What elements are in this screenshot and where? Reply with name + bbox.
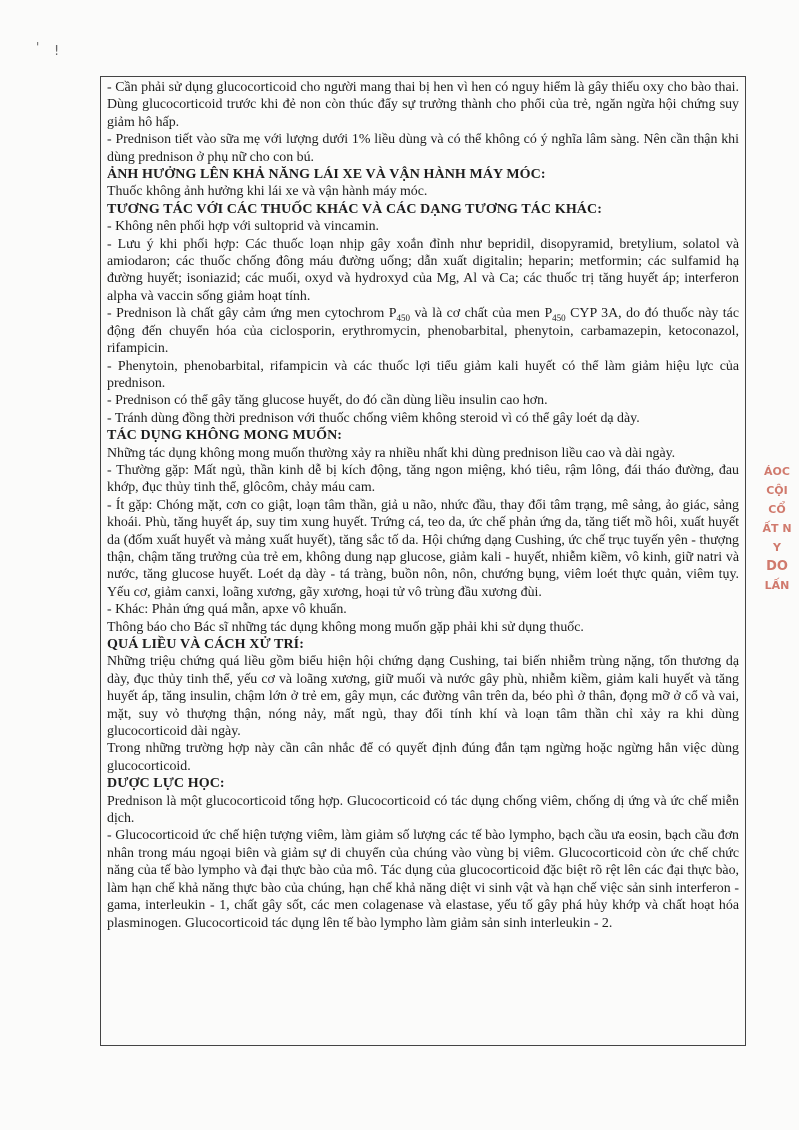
paragraph: - Thường gặp: Mất ngủ, thần kinh dễ bị kích động, tăng ngon miệng, khó tiêu, rậm lông, đái tháo đường, đau khớp, đục thủy tinh thể, glôcôm, chảy máu cam.	[107, 462, 739, 496]
paragraph: - Không nên phối hợp với sultoprid và vincamin.	[107, 219, 380, 235]
paragraph: - Khác: Phản ứng quá mẫn, apxe vô khuẩn.	[107, 602, 347, 618]
section-heading: DƯỢC LỰC HỌC:	[107, 776, 225, 792]
stamp-text: DO	[766, 559, 788, 574]
paragraph: - Prednison tiết vào sữa mẹ với lượng dưới 1% liều dùng và có thể không có ý nghĩa lâm sàng. Nên cần thận khi dùng prednison ở phụ nữ cho con bú.	[107, 132, 739, 165]
paragraph: - Prednison có thể gây tăng glucose huyết, do đó cần dùng liều insulin cao hơn.	[107, 393, 548, 409]
paragraph: - Lưu ý khi phối hợp: Các thuốc loạn nhịp gây xoắn đỉnh như bepridil, disopyramid, bretylium, solatol và amiodaron; các thuốc chống đông máu đường uống; dẫn xuất digitalin; heparin; metformin; các sulfamid hạ đường huyết; isoniazid; các muối, oxyd và hydroxyd của Mg, Al và Ca; các thuốc trị tăng huyết áp; interferon alpha và vaccin sống giảm hoạt tính.	[107, 236, 739, 304]
stamp-text: Y	[773, 541, 781, 554]
stamp-text: LẤN	[764, 579, 790, 592]
red-stamp	[760, 462, 794, 632]
paragraph: Những tác dụng không mong muốn thường xảy ra nhiều nhất khi dùng prednison liều cao và dài ngày.	[107, 445, 676, 461]
paragraph: - Cần phải sử dụng glucocorticoid cho người mang thai bị hen vì hen có nguy hiểm là gây thiếu oxy cho bào thai. Dùng glucocorticoid trước khi đẻ non còn thúc đẩy sự trưởng thành cho phổi của trẻ, ngăn ngừa hội chứng suy giảm hô hấp.	[107, 80, 739, 130]
document-body	[100, 76, 746, 1046]
stamp-text: CỔ	[768, 503, 786, 516]
section-heading: ẢNH HƯỞNG LÊN KHẢ NĂNG LÁI XE VÀ VẬN HÀNH MÁY MÓC:	[107, 167, 546, 183]
paragraph: - Tránh dùng đồng thời prednison với thuốc chống viêm không steroid vì có thể gây loét dạ dày.	[107, 410, 640, 426]
paragraph: - Prednison là chất gây cảm ứng men cytochrom $P_{450}$ và là cơ chất của men $P_{450}$ CYP 3A, do đó thuốc này tác động đến chuyển hóa của ciclosporin, erythromycin, phenobarbital, phenytoin, carbamazepin, ketoconazol, rifampicin.	[107, 306, 739, 357]
scan-mark-exclaim: !	[54, 44, 60, 59]
stamp-text: ẤT N	[762, 522, 792, 535]
paragraph: - Phenytoin, phenobarbital, rifampicin và các thuốc lợi tiểu giảm kali huyết có thể làm giảm hiệu lực của prednison.	[107, 358, 739, 391]
paragraph: Thông báo cho Bác sĩ những tác dụng không mong muốn gặp phải khi sử dụng thuốc.	[107, 619, 584, 635]
paragraph: - Glucocorticoid ức chế hiện tượng viêm, làm giảm số lượng các tế bào lympho, bạch cầu ưa eosin, bạch cầu đơn nhân trong máu ngoại biên và giảm sự di chuyển của chúng vào vùng bị viêm. Glucocorticoid còn ức chế chức năng của tế bào lympho và đại thực bào của mô. Tác dụng của glucocorticoid đặc biệt rõ rệt lên các đại thực bào, làm hạn chế khả năng thực bào của chúng, hạn chế khả năng diệt vi sinh vật và hạn chế việc sản sinh interferon - gama, interleukin - 1, chất gây sốt, các men colagenase và elastase, yếu tố gây phá hủy khớp và chất hoạt hóa plasminogen. Glucocorticoid tác dụng lên tế bào lympho làm giảm sản sinh interleukin - 2.	[107, 828, 739, 931]
stamp-text: ÁOC	[764, 465, 790, 478]
paragraph: Thuốc không ảnh hưởng khi lái xe và vận hành máy móc.	[107, 184, 428, 200]
paragraph: - Ít gặp: Chóng mặt, cơn co giật, loạn tâm thần, giả u não, nhức đầu, thay đổi tâm trạng, mê sảng, ảo giác, sảng khoái. Phù, tăng huyết áp, suy tim xung huyết. Trứng cá, teo da, ức chế phản ứng da, tăng tiết mồ hôi, xuất huyết da (đốm xuất huyết và mảng xuất huyết), tăng sắc tố da. Hội chứng dạng Cushing, ức chế trục tuyến yên - thượng thận, chậm tăng trưởng của trẻ em, không dung nạp glucose, giảm kali - huyết, nhiễm kiềm, vô kinh, giữ natri và nước, tăng glucose huyết. Loét dạ dày - tá tràng, buồn nôn, nôn, chướng bụng, viêm loét thực quản, viêm tụy. Yếu cơ, giảm canxi, loãng xương, gãy xương, hoại tử vô trùng đầu xương đùi.	[107, 497, 739, 600]
section-heading: TÁC DỤNG KHÔNG MONG MUỐN:	[107, 428, 343, 444]
stamp-text: CỘI	[766, 484, 788, 497]
scan-mark-quote: '	[36, 40, 40, 54]
paragraph: Trong những trường hợp này cần cân nhắc để có quyết định đúng đắn tạm ngừng hoặc ngừng hẳn việc dùng glucocorticoid.	[107, 741, 739, 774]
paragraph: Những triệu chứng quá liều gồm biểu hiện hội chứng dạng Cushing, tai biến nhiễm trùng nặng, tổn thương dạ dày, đục thủy tinh thể, yếu cơ và loãng xương, giữ muối và nước gây phù, nhiễm kiềm, giảm kali huyết và tăng huyết áp, tăng insulin, chậm lớn ở trẻ em, gây mụn, các đường vân trên da, béo phì ở thân, đọng mỡ ở cổ và vai, mặt, suy vỏ thượng thận, nóng nảy, mất ngủ, thay đổi tính khí và loạn tâm thần chỉ xảy ra khi dùng glucocorticoid dài ngày.	[107, 654, 739, 740]
paragraph: Prednison là một glucocorticoid tổng hợp. Glucocorticoid có tác dụng chống viêm, chống dị ứng và ức chế miễn dịch.	[107, 793, 739, 827]
section-heading: QUÁ LIỀU VÀ CÁCH XỬ TRÍ:	[107, 637, 304, 652]
section-heading: TƯƠNG TÁC VỚI CÁC THUỐC KHÁC VÀ CÁC DẠNG TƯƠNG TÁC KHÁC:	[107, 201, 602, 217]
